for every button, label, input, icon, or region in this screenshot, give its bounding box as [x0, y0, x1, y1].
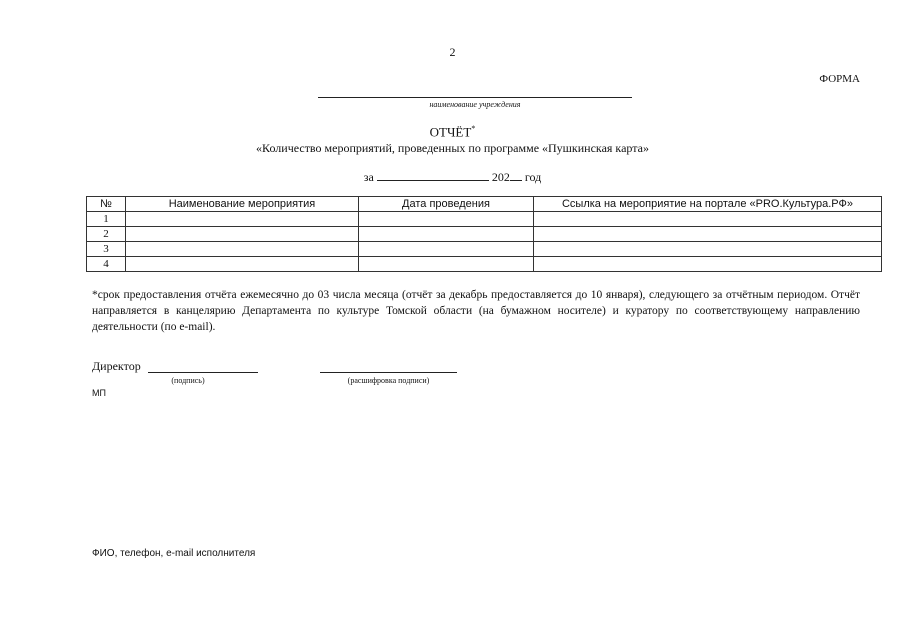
event-name-cell: [126, 257, 359, 272]
month-blank: [377, 169, 489, 181]
signature-line: [148, 372, 258, 373]
table-row: [87, 227, 882, 242]
year-blank: [510, 169, 522, 181]
event-name-cell: [126, 242, 359, 257]
row-number: 2: [87, 227, 126, 242]
report-title: [0, 124, 905, 140]
row-number: 1: [87, 212, 126, 227]
event-date-cell: [359, 242, 534, 257]
report-title-footnote-mark: *: [471, 124, 476, 133]
footnote: *срок предоставления отчёта ежемесячно до 03 числа месяца (отчёт за декабрь предоставляется до 10 января), следующего за отчётным периодом. Отчёт направляется в канцелярию Департамента по культуре Томской области (на бумажном носителе) и куратору по соответствующему направлению деятельности (по e-mail).: [92, 289, 860, 333]
row-number: 4: [87, 257, 126, 272]
table-row: [87, 257, 882, 272]
row-number: 3: [87, 242, 126, 257]
form-label: ФОРМА: [819, 73, 860, 85]
report-period: [0, 169, 905, 185]
col-number-header: №: [87, 197, 126, 212]
report-subtitle: «Количество мероприятий, проведенных по программе «Пушкинская карта»: [256, 141, 649, 155]
institution-name-caption: наименование учреждения: [429, 100, 521, 109]
period-prefix: за: [363, 170, 374, 184]
signature-decoding-line: [320, 372, 457, 373]
event-date-cell: [359, 212, 534, 227]
table-header-row: [87, 197, 882, 212]
signature-caption: (подпись): [171, 376, 205, 385]
year-prefix: 202: [491, 170, 510, 184]
executor-contact-label: ФИО, телефон, e-mail исполнителя: [92, 548, 256, 559]
period-suffix: год: [524, 170, 542, 184]
event-name-cell: [126, 227, 359, 242]
events-table: [86, 196, 882, 272]
event-date-cell: [359, 257, 534, 272]
event-link-cell: [534, 227, 882, 242]
director-label: Директор: [92, 359, 141, 373]
table-row: [87, 242, 882, 257]
table-row: [87, 212, 882, 227]
event-name-cell: [126, 212, 359, 227]
page-number: 2: [449, 45, 456, 59]
col-date-header: Дата проведения: [359, 197, 534, 212]
event-date-cell: [359, 227, 534, 242]
col-link-header: Ссылка на мероприятие на портале «PRO.Культура.РФ»: [534, 197, 882, 212]
event-link-cell: [534, 257, 882, 272]
signature-decoding-caption: (расшифровка подписи): [347, 376, 430, 385]
report-title-text: ОТЧЁТ: [429, 124, 472, 140]
stamp-label: МП: [92, 388, 106, 398]
institution-name-line: [318, 97, 632, 98]
event-link-cell: [534, 242, 882, 257]
col-event-name-header: Наименование мероприятия: [126, 197, 359, 212]
event-link-cell: [534, 212, 882, 227]
